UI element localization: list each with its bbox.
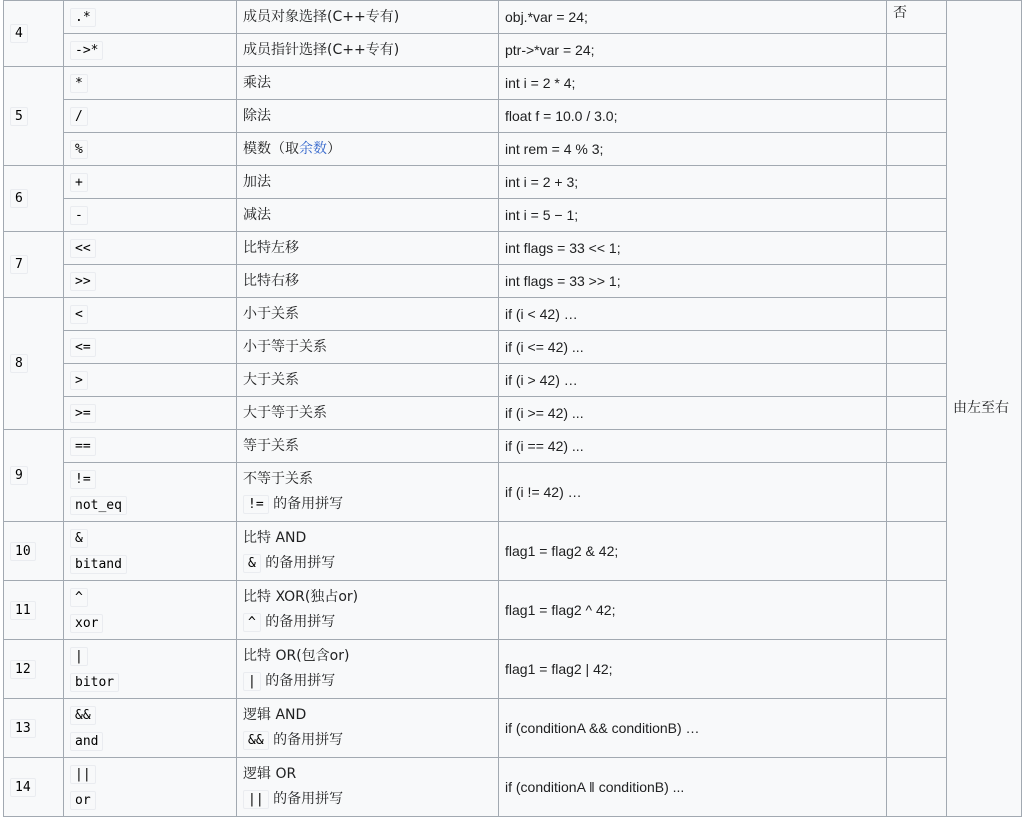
example-cell: flag1 = flag2 | 42; [499, 640, 887, 699]
operator-code: << [70, 239, 96, 258]
description-line [243, 703, 492, 728]
operator-code: == [70, 437, 96, 456]
table-row [4, 166, 1022, 199]
precedence-cell [4, 522, 64, 581]
description-text: 比特 XOR(独占or) [243, 589, 359, 605]
precedence-cell [4, 581, 64, 640]
description-text: 减法 [243, 206, 271, 223]
table-row [4, 34, 1022, 67]
operator-line [70, 669, 230, 695]
table-row [4, 758, 1022, 817]
table-row [4, 331, 1022, 364]
example-cell: if (conditionA && conditionB) … [499, 699, 887, 758]
operator-code: | [70, 647, 88, 666]
description-cell [237, 640, 499, 699]
example-cell: ptr->*var = 24; [499, 34, 887, 67]
operator-cell [64, 199, 237, 232]
example-cell: int i = 2 * 4; [499, 67, 887, 100]
description-cell [237, 758, 499, 817]
description-cell [237, 298, 499, 331]
overloadable-cell [887, 331, 947, 364]
description-line [243, 492, 492, 517]
example-cell: float f = 10.0 / 3.0; [499, 100, 887, 133]
operator-line [70, 70, 230, 96]
example-cell: if (i <= 42) ... [499, 331, 887, 364]
description-line [243, 434, 492, 459]
operator-line [70, 4, 230, 30]
operator-code: * [70, 74, 88, 93]
operator-cell [64, 34, 237, 67]
alt-spelling-text: 的备用拼写 [268, 496, 344, 512]
description-line [243, 137, 492, 162]
description-cell [237, 397, 499, 430]
example-cell: int rem = 4 % 3; [499, 133, 887, 166]
overloadable-cell [887, 364, 947, 397]
description-text: 逻辑 OR [243, 766, 297, 782]
precedence-cell [4, 166, 64, 232]
operator-line [70, 761, 230, 787]
operator-code: bitor [70, 673, 119, 692]
operator-cell [64, 364, 237, 397]
operator-line [70, 103, 230, 129]
operator-line [70, 702, 230, 728]
overloadable-cell [887, 265, 947, 298]
operator-line [70, 268, 230, 294]
table-body [4, 1, 1022, 817]
description-text: 比特 OR(包含or) [243, 648, 350, 664]
example-cell: int flags = 33 << 1; [499, 232, 887, 265]
operator-line [70, 37, 230, 63]
description-text: 小于等于关系 [243, 338, 327, 355]
operator-line [70, 235, 230, 261]
alt-spelling-text: 的备用拼写 [268, 732, 344, 748]
alt-spelling-text: 的备用拼写 [268, 791, 344, 807]
table-row [4, 364, 1022, 397]
operator-line [70, 728, 230, 754]
table-row [4, 1, 1022, 34]
associativity-cell: 由左至右 [947, 1, 1022, 817]
operator-code: ->* [70, 41, 103, 60]
description-text: ） [327, 140, 341, 157]
alt-spelling-code: && [243, 731, 269, 750]
overloadable-cell [887, 430, 947, 463]
description-line [243, 644, 492, 669]
operator-code: / [70, 107, 88, 126]
operator-cell [64, 265, 237, 298]
description-line [243, 585, 492, 610]
example-cell: obj.*var = 24; [499, 1, 887, 34]
operator-cell [64, 397, 237, 430]
example-cell: int i = 2 + 3; [499, 166, 887, 199]
operator-code: || [70, 765, 96, 784]
operator-cell [64, 100, 237, 133]
description-cell [237, 166, 499, 199]
description-cell [237, 331, 499, 364]
operator-cell [64, 581, 237, 640]
alt-spelling-code: != [243, 495, 269, 514]
operator-code: <= [70, 338, 96, 357]
table-row [4, 699, 1022, 758]
operator-cell [64, 232, 237, 265]
table-row [4, 581, 1022, 640]
operator-code: ^ [70, 588, 88, 607]
operator-code: not_eq [70, 496, 127, 515]
overloadable-cell [887, 463, 947, 522]
alt-spelling-code: || [243, 790, 269, 809]
overloadable-cell [887, 199, 947, 232]
precedence-cell [4, 758, 64, 817]
overloadable-cell [887, 298, 947, 331]
precedence-value: 7 [10, 255, 28, 274]
overloadable-cell [887, 699, 947, 758]
description-text: 比特左移 [243, 239, 299, 256]
operator-precedence-table [3, 0, 1022, 817]
operator-code: + [70, 173, 88, 192]
overloadable-cell: 否 [887, 1, 947, 34]
operator-line [70, 301, 230, 327]
description-text: 模数（取 [243, 140, 299, 157]
table-row [4, 397, 1022, 430]
table-row [4, 522, 1022, 581]
example-cell: if (i != 42) … [499, 463, 887, 522]
precedence-value: 4 [10, 24, 28, 43]
operator-code: and [70, 732, 103, 751]
description-cell [237, 581, 499, 640]
operator-cell [64, 298, 237, 331]
description-text: 除法 [243, 107, 271, 124]
precedence-cell [4, 640, 64, 699]
description-cell [237, 232, 499, 265]
overloadable-cell [887, 522, 947, 581]
operator-line [70, 551, 230, 577]
description-cell [237, 265, 499, 298]
description-text: 成员指针选择(C++专有) [243, 41, 400, 58]
example-cell: flag1 = flag2 & 42; [499, 522, 887, 581]
description-text: 小于关系 [243, 305, 299, 322]
overloadable-cell [887, 100, 947, 133]
example-cell: if (i > 42) … [499, 364, 887, 397]
description-line [243, 104, 492, 129]
precedence-value: 12 [10, 660, 36, 679]
operator-cell [64, 67, 237, 100]
operator-code: - [70, 206, 88, 225]
operator-line [70, 787, 230, 813]
description-text: 大于等于关系 [243, 404, 327, 421]
operator-line [70, 584, 230, 610]
description-text: 成员对象选择(C++专有) [243, 8, 400, 25]
precedence-value: 5 [10, 107, 28, 126]
description-line [243, 38, 492, 63]
table-row [4, 265, 1022, 298]
example-cell: int flags = 33 >> 1; [499, 265, 887, 298]
operator-line [70, 466, 230, 492]
precedence-cell [4, 298, 64, 430]
description-cell [237, 1, 499, 34]
operator-code: & [70, 529, 88, 548]
description-line [243, 787, 492, 812]
table-row [4, 133, 1022, 166]
operator-line [70, 169, 230, 195]
operator-line [70, 334, 230, 360]
alt-spelling-text: 的备用拼写 [260, 555, 336, 571]
operator-line [70, 610, 230, 636]
description-line [243, 551, 492, 576]
operator-line [70, 525, 230, 551]
description-cell [237, 430, 499, 463]
description-text: 逻辑 AND [243, 707, 307, 723]
precedence-cell [4, 699, 64, 758]
description-line [243, 669, 492, 694]
precedence-value: 9 [10, 466, 28, 485]
description-line [243, 203, 492, 228]
operator-cell [64, 522, 237, 581]
precedence-value: 14 [10, 778, 36, 797]
description-text: 比特 AND [243, 530, 307, 546]
table-row [4, 463, 1022, 522]
description-line [243, 236, 492, 261]
operator-cell [64, 640, 237, 699]
operator-code: != [70, 470, 96, 489]
operator-line [70, 367, 230, 393]
table-row [4, 232, 1022, 265]
operator-cell [64, 463, 237, 522]
alt-spelling-code: & [243, 554, 261, 573]
operator-code: < [70, 305, 88, 324]
description-text: 加法 [243, 173, 271, 190]
remainder-link[interactable]: 余数 [299, 140, 327, 157]
description-line [243, 269, 492, 294]
precedence-value: 10 [10, 542, 36, 561]
description-text: 比特右移 [243, 272, 299, 289]
description-cell [237, 364, 499, 397]
description-line [243, 526, 492, 551]
description-text: 不等于关系 [243, 471, 313, 487]
precedence-cell [4, 67, 64, 166]
description-line [243, 762, 492, 787]
description-text: 等于关系 [243, 437, 299, 454]
description-line [243, 368, 492, 393]
description-cell [237, 522, 499, 581]
description-line [243, 71, 492, 96]
description-cell [237, 463, 499, 522]
operator-cell [64, 430, 237, 463]
alt-spelling-text: 的备用拼写 [260, 614, 336, 630]
description-line [243, 610, 492, 635]
operator-code: && [70, 706, 96, 725]
overloadable-cell [887, 758, 947, 817]
precedence-cell [4, 1, 64, 67]
overloadable-cell [887, 166, 947, 199]
description-text: 大于关系 [243, 371, 299, 388]
operator-code: .* [70, 8, 96, 27]
operator-line [70, 433, 230, 459]
table-row [4, 640, 1022, 699]
description-line [243, 467, 492, 492]
table-row [4, 199, 1022, 232]
operator-cell [64, 699, 237, 758]
description-cell [237, 100, 499, 133]
alt-spelling-code: | [243, 672, 261, 691]
operator-code: bitand [70, 555, 127, 574]
example-cell: if (conditionA ‖ conditionB) ... [499, 758, 887, 817]
precedence-value: 6 [10, 189, 28, 208]
overloadable-cell [887, 34, 947, 67]
description-cell [237, 699, 499, 758]
overloadable-cell [887, 133, 947, 166]
precedence-value: 11 [10, 601, 36, 620]
overloadable-cell [887, 232, 947, 265]
operator-line [70, 492, 230, 518]
operator-code: or [70, 791, 96, 810]
example-cell: flag1 = flag2 ^ 42; [499, 581, 887, 640]
overloadable-cell [887, 581, 947, 640]
description-line [243, 728, 492, 753]
operator-code: >> [70, 272, 96, 291]
description-line [243, 302, 492, 327]
description-cell [237, 67, 499, 100]
description-cell [237, 34, 499, 67]
precedence-cell [4, 430, 64, 522]
example-cell: if (i == 42) ... [499, 430, 887, 463]
example-cell: int i = 5 − 1; [499, 199, 887, 232]
table-row [4, 100, 1022, 133]
description-line [243, 170, 492, 195]
overloadable-cell [887, 67, 947, 100]
table-row [4, 67, 1022, 100]
description-cell [237, 133, 499, 166]
example-cell: if (i >= 42) ... [499, 397, 887, 430]
alt-spelling-code: ^ [243, 613, 261, 632]
table-row [4, 430, 1022, 463]
example-cell: if (i < 42) … [499, 298, 887, 331]
precedence-cell [4, 232, 64, 298]
operator-code: % [70, 140, 88, 159]
operator-code: xor [70, 614, 103, 633]
description-line [243, 335, 492, 360]
table-row [4, 298, 1022, 331]
overloadable-cell [887, 640, 947, 699]
overloadable-cell [887, 397, 947, 430]
operator-cell [64, 331, 237, 364]
operator-cell [64, 1, 237, 34]
operator-line [70, 643, 230, 669]
precedence-value: 13 [10, 719, 36, 738]
operator-line [70, 400, 230, 426]
operator-cell [64, 166, 237, 199]
operator-line [70, 202, 230, 228]
operator-cell [64, 133, 237, 166]
description-cell [237, 199, 499, 232]
operator-code: >= [70, 404, 96, 423]
operator-cell [64, 758, 237, 817]
description-text: 乘法 [243, 74, 271, 91]
operator-code: > [70, 371, 88, 390]
description-line [243, 5, 492, 30]
alt-spelling-text: 的备用拼写 [260, 673, 336, 689]
operator-line [70, 136, 230, 162]
description-line [243, 401, 492, 426]
precedence-value: 8 [10, 354, 28, 373]
